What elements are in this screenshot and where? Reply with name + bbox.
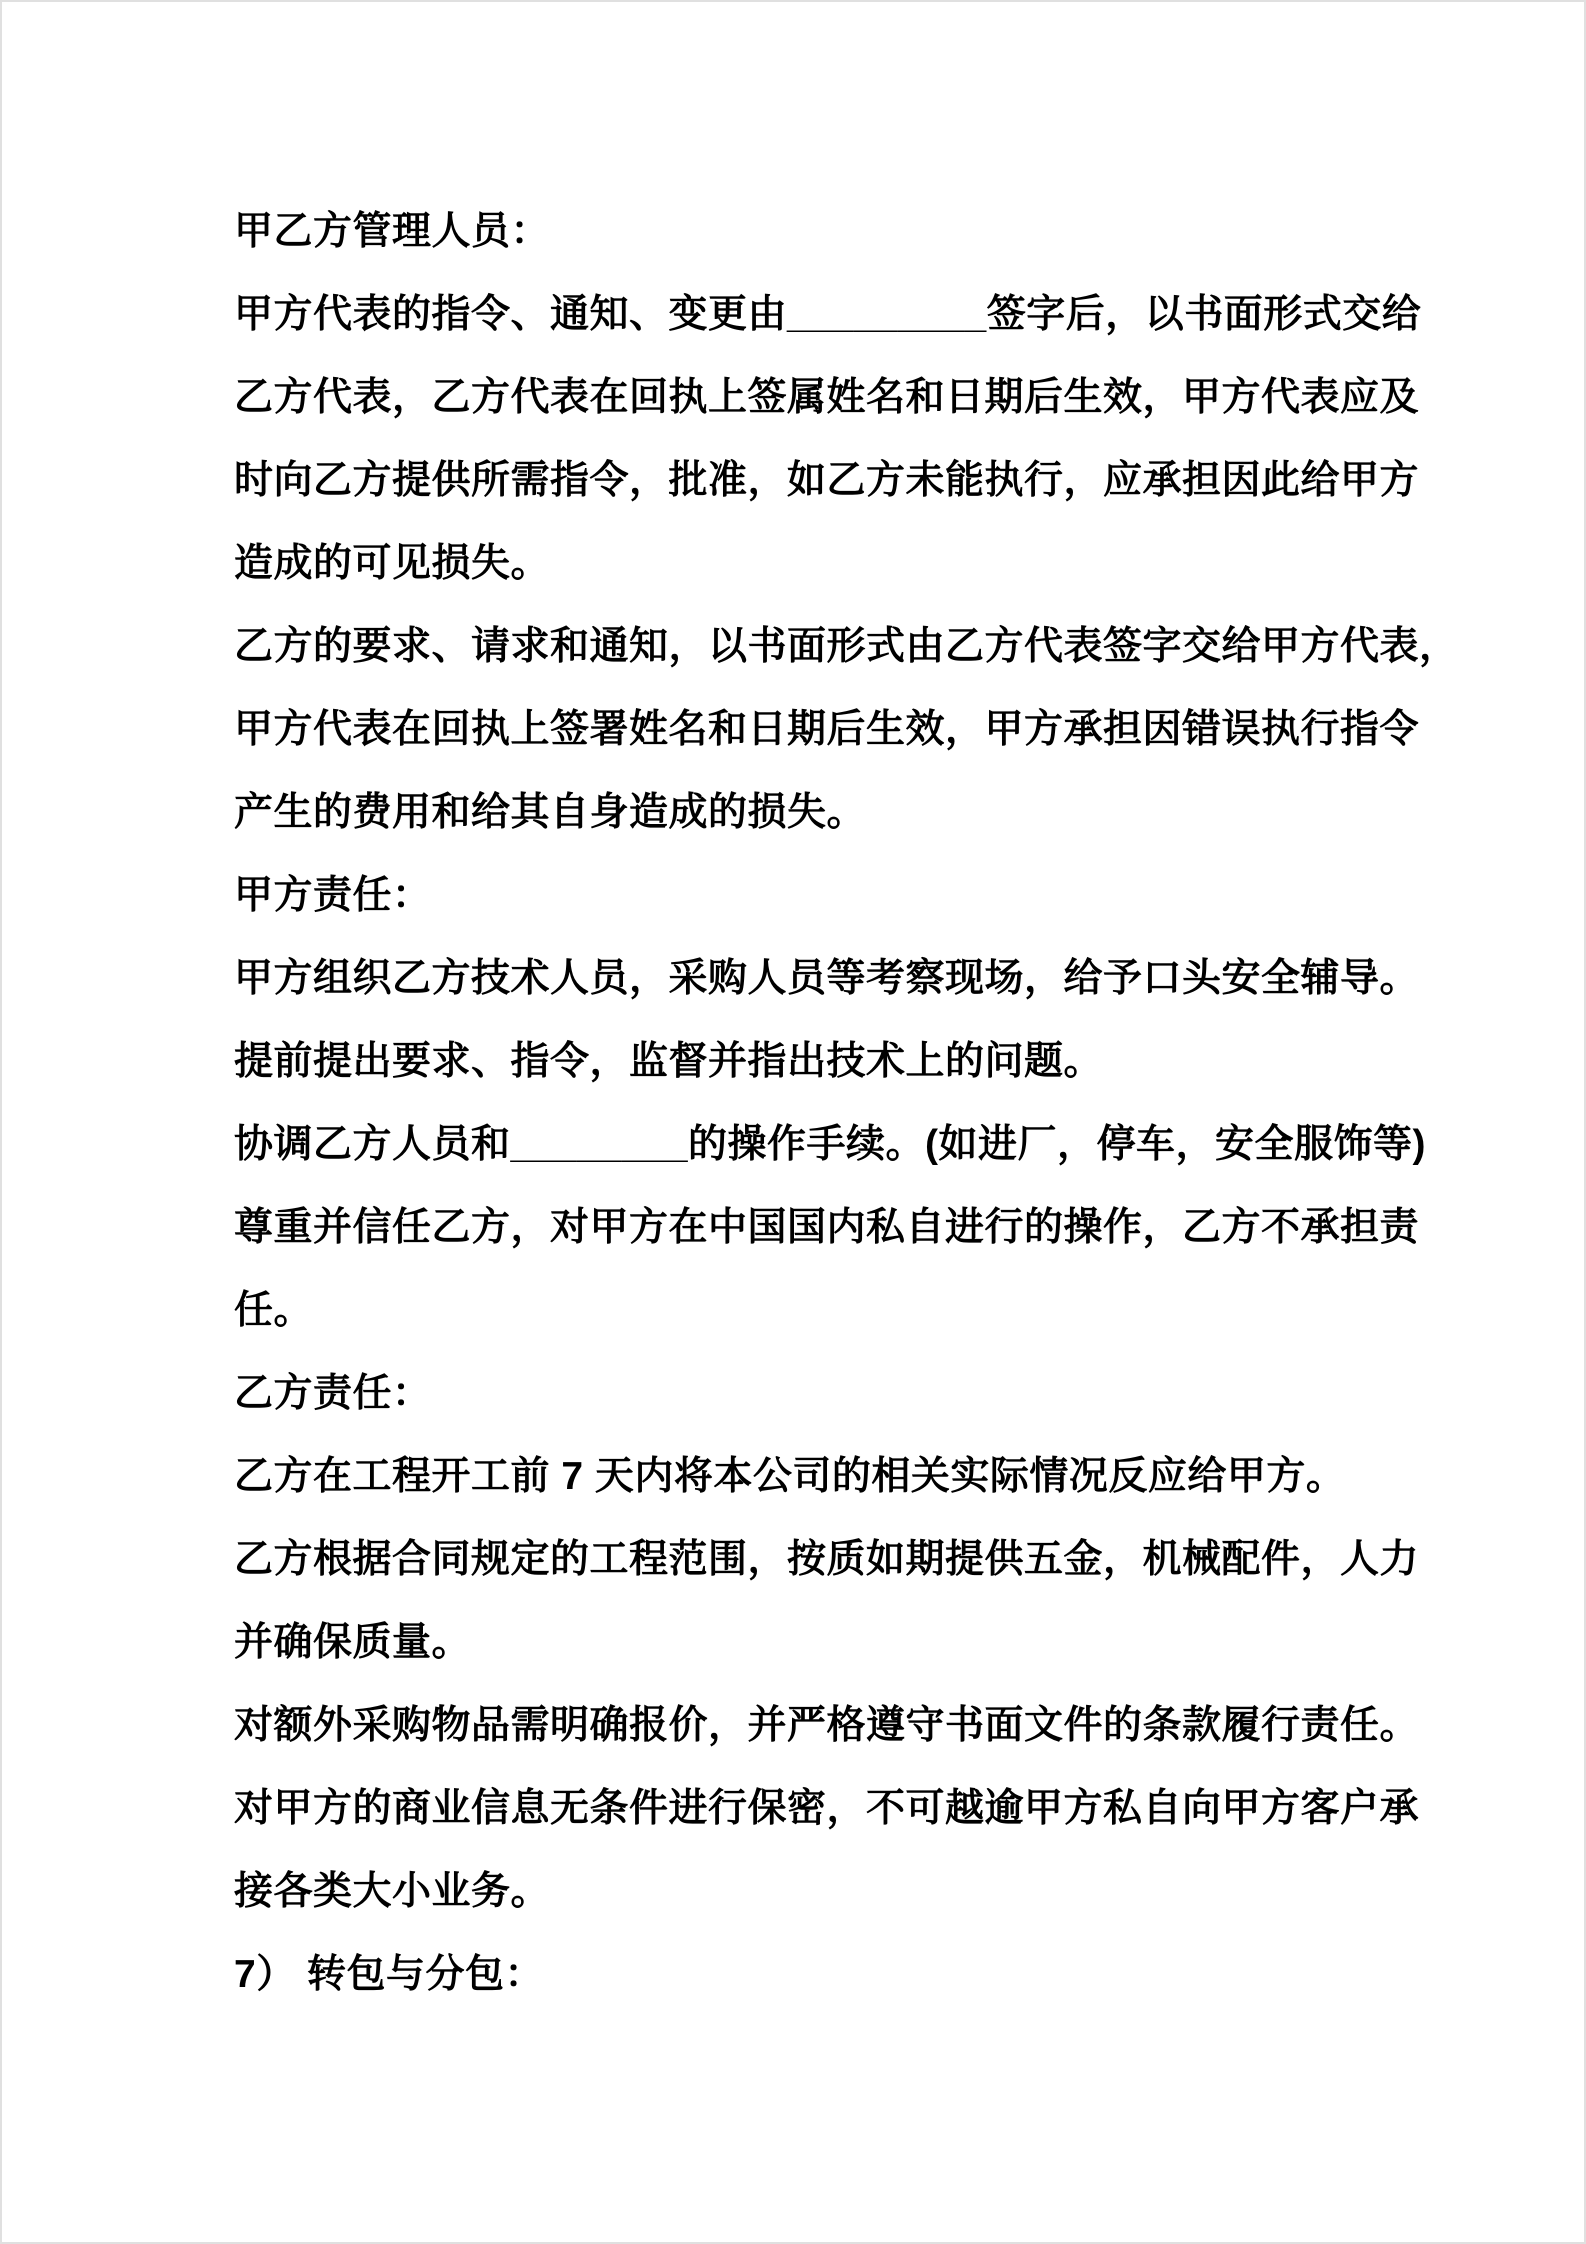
- document-line: 任。: [234, 1289, 314, 1332]
- document-line: 甲乙方管理人员：: [234, 210, 551, 253]
- document-line: 甲方组织乙方技术人员，采购人员等考察现场，给予口头安全辅导。: [234, 957, 1420, 1000]
- document-line: 造成的可见损失。: [234, 542, 551, 585]
- document-line: 并确保质量。: [234, 1621, 472, 1664]
- document-line: 甲方责任：: [234, 874, 432, 917]
- document-line: 乙方代表，乙方代表在回执上签属姓名和日期后生效，甲方代表应及: [234, 376, 1420, 419]
- document-line: 乙方在工程开工前 7 天内将本公司的相关实际情况反应给甲方。: [234, 1455, 1346, 1498]
- document-line: 对甲方的商业信息无条件进行保密，不可越逾甲方私自向甲方客户承: [234, 1787, 1420, 1830]
- document-line: 协调乙方人员和________的操作手续。(如进厂，停车，安全服饰等): [234, 1123, 1426, 1166]
- document-line: 提前提出要求、指令，监督并指出技术上的问题。: [234, 1040, 1104, 1083]
- document-line: 甲方代表的指令、通知、变更由_________签字后，以书面形式交给: [234, 293, 1422, 336]
- document-line: 时向乙方提供所需指令，批准，如乙方未能执行，应承担因此给甲方: [234, 459, 1420, 502]
- document-line: 产生的费用和给其自身造成的损失。: [234, 791, 867, 834]
- document-line: 甲方代表在回执上签署姓名和日期后生效，甲方承担因错误执行指令: [234, 708, 1420, 751]
- document-line: 7） 转包与分包：: [234, 1953, 545, 1996]
- document-line: 乙方的要求、请求和通知，以书面形式由乙方代表签字交给甲方代表，: [234, 625, 1459, 668]
- document-line: 接各类大小业务。: [234, 1870, 551, 1913]
- document-line: 乙方根据合同规定的工程范围，按质如期提供五金，机械配件，人力: [234, 1538, 1420, 1581]
- document-body: [234, 190, 1459, 2016]
- document-line: 乙方责任：: [234, 1372, 432, 1415]
- document-line: 对额外采购物品需明确报价，并严格遵守书面文件的条款履行责任。: [234, 1704, 1420, 1747]
- document-line: 尊重并信任乙方，对甲方在中国国内私自进行的操作，乙方不承担责: [234, 1206, 1420, 1249]
